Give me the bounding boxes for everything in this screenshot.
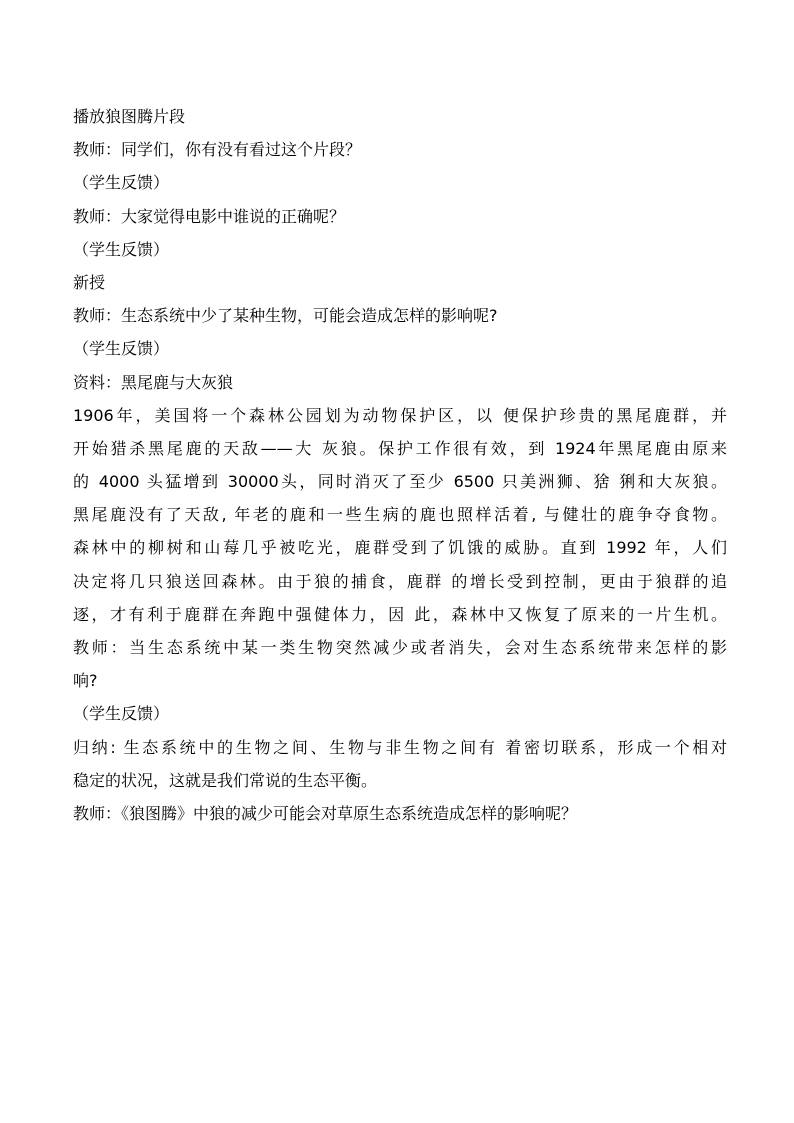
material-title: 资料：黑尾鹿与大灰狼 bbox=[73, 372, 234, 392]
material-paragraph-line: 1906年，美国将一个森林公园划为动物保护区，以 便保护珍贵的黑尾鹿群，并 bbox=[73, 405, 727, 425]
material-paragraph-line: 决定将几只狼送回森林。由于狼的捕食，鹿群 的增长受到控制，更由于狼群的追 bbox=[73, 571, 727, 591]
material-paragraph-line: 逐，才有利于鹿群在奔跑中强健体力，因 此，森林中又恢复了原来的一片生机。 bbox=[73, 604, 727, 624]
summary-line-continued: 稳定的状况，这就是我们常说的生态平衡。 bbox=[73, 770, 378, 790]
material-paragraph-line: 黑尾鹿没有了天敌, 年老的鹿和一些生病的鹿也照样活着, 与健壮的鹿争夺食物。 bbox=[73, 505, 727, 525]
teacher-question-1: 教师：同学们，你有没有看过这个片段？ bbox=[73, 140, 362, 160]
teacher-question-3: 教师：生态系统中少了某种生物，可能会造成怎样的影响呢? bbox=[73, 306, 498, 326]
teacher-question-5: 教师：《狼图腾》中狼的减少可能会对草原生态系统造成怎样的影响呢？ bbox=[73, 803, 578, 823]
material-paragraph-line: 开始猎杀黑尾鹿的天敌——大 灰狼。保护工作很有效，到 1924年黑尾鹿由原来 bbox=[73, 438, 727, 458]
section-video-clip: 播放狼图腾片段 bbox=[73, 107, 186, 126]
document-body bbox=[73, 100, 727, 830]
student-feedback-3: （学生反馈） bbox=[73, 339, 170, 359]
student-feedback-2: （学生反馈） bbox=[73, 239, 170, 259]
student-feedback-1: （学生反馈） bbox=[73, 173, 170, 193]
teacher-question-4: 教师：当生态系统中某一类生物突然减少或者消失，会对生态系统带来怎样的影 bbox=[73, 638, 727, 657]
section-new-lesson: 新授 bbox=[73, 272, 106, 292]
material-paragraph-line: 的 4000 头猛增到 30000头，同时消灭了至少 6500 只美洲狮、猞 猁和大灰狼。 bbox=[73, 472, 727, 492]
teacher-question-4-continued: 响? bbox=[73, 671, 98, 691]
teacher-question-2: 教师：大家觉得电影中谁说的正确呢？ bbox=[73, 206, 346, 226]
summary-line: 归纳: 生态系统中的生物之间、生物与非生物之间有 着密切联系，形成一个相对 bbox=[73, 737, 727, 757]
student-feedback-4: （学生反馈） bbox=[73, 704, 170, 724]
material-paragraph-line: 森林中的柳树和山莓几乎被吃光，鹿群受到了饥饿的威胁。直到 1992 年，人们 bbox=[73, 538, 727, 558]
